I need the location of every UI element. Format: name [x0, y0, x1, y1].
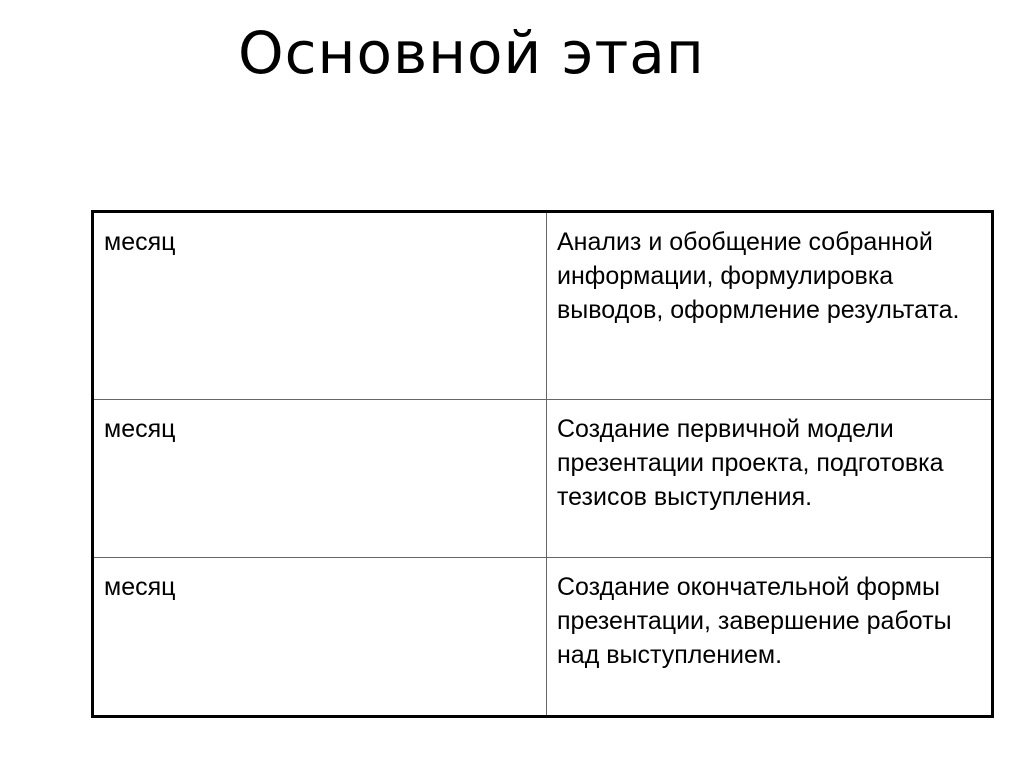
- slide-title: Основной этап: [238, 19, 705, 87]
- activity-cell: Создание окончательной формы презентации, завершение работы над выступлением.: [547, 558, 993, 717]
- table-row: [93, 558, 993, 717]
- table-row: [93, 400, 993, 558]
- activity-cell: Анализ и обобщение собранной информации, формулировка выводов, оформление результата.: [547, 212, 993, 400]
- activity-cell: Создание первичной модели презентации проекта, подготовка тезисов выступления.: [547, 400, 993, 558]
- stage-table: [91, 210, 994, 718]
- period-cell: месяц: [93, 558, 547, 717]
- table-row: [93, 212, 993, 400]
- period-cell: месяц: [93, 400, 547, 558]
- period-cell: месяц: [93, 212, 547, 400]
